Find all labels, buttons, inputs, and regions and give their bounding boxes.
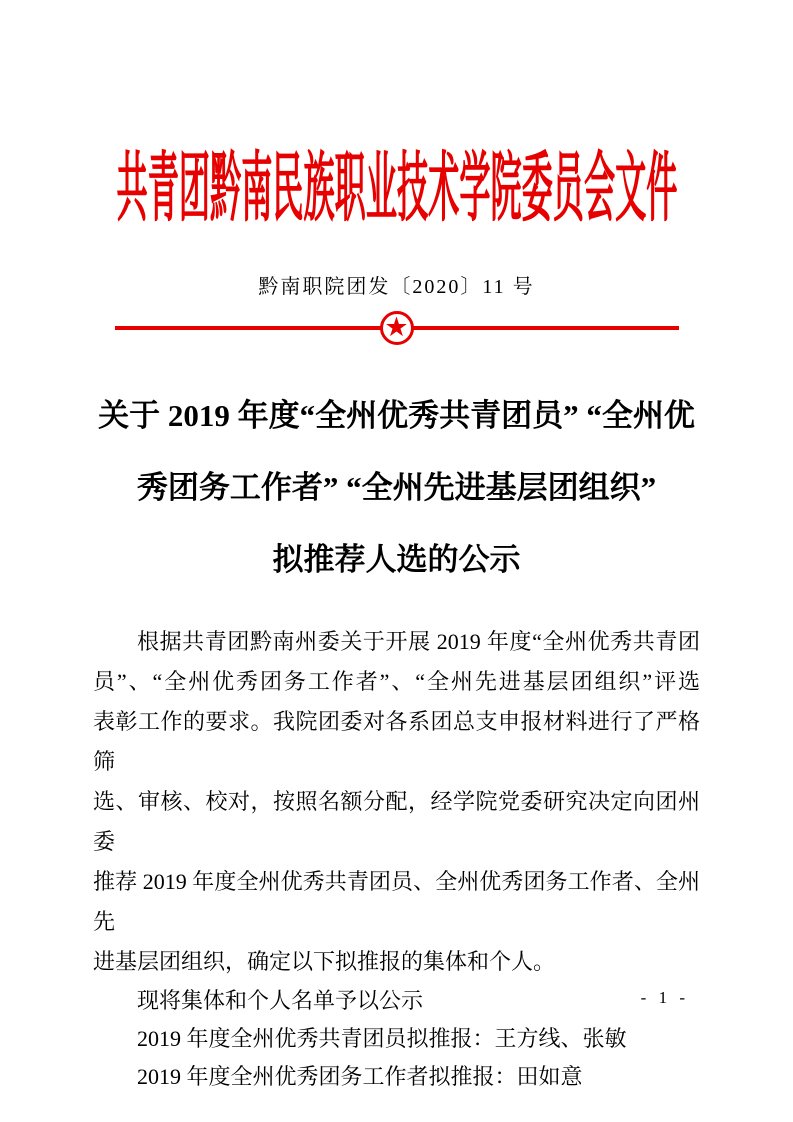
body-line: 2019 年度全州优秀团务工作者拟推报：田如意	[137, 1064, 583, 1089]
title-line-1: 关于 2019 年度“全州优秀共青团员” “全州优	[98, 398, 695, 433]
document-title	[0, 380, 793, 596]
letterhead-title: 共青团黔南民族职业技术学院委员会文件	[116, 147, 677, 231]
document-body	[93, 622, 700, 1096]
body-line: 推荐 2019 年度全州优秀共青团员、全州优秀团务工作者、全州先	[93, 869, 700, 934]
letterhead	[0, 148, 793, 230]
body-line: 进基层团组织，确定以下拟推报的集体和个人。	[93, 949, 556, 974]
body-line: 员”、“全州优秀团务工作者”、“全州先进基层团组织”评选	[93, 669, 700, 694]
star-icon: ★	[384, 311, 409, 343]
body-line: 根据共青团黔南州委关于开展 2019 年度“全州优秀共青团	[137, 629, 700, 654]
body-line: 2019 年度全州优秀共青团员拟推报：王方线、张敏	[137, 1026, 627, 1051]
header-divider	[115, 311, 679, 343]
body-line: 表彰工作的要求。我院团委对各系团总支申报材料进行了严格筛	[93, 709, 700, 774]
title-line-3: 拟推荐人选的公示	[272, 542, 521, 577]
body-line: 现将集体和个人名单予以公示	[137, 988, 424, 1013]
document-number: 黔南职院团发〔2020〕11 号	[258, 276, 535, 298]
body-line: 选、审核、校对，按照名额分配，经学院党委研究决定向团州委	[93, 789, 700, 854]
star-emblem-icon	[380, 311, 414, 345]
page-number: - 1 -	[640, 988, 689, 1007]
title-line-2: 秀团务工作者” “全州先进基层团组织”	[136, 470, 657, 505]
